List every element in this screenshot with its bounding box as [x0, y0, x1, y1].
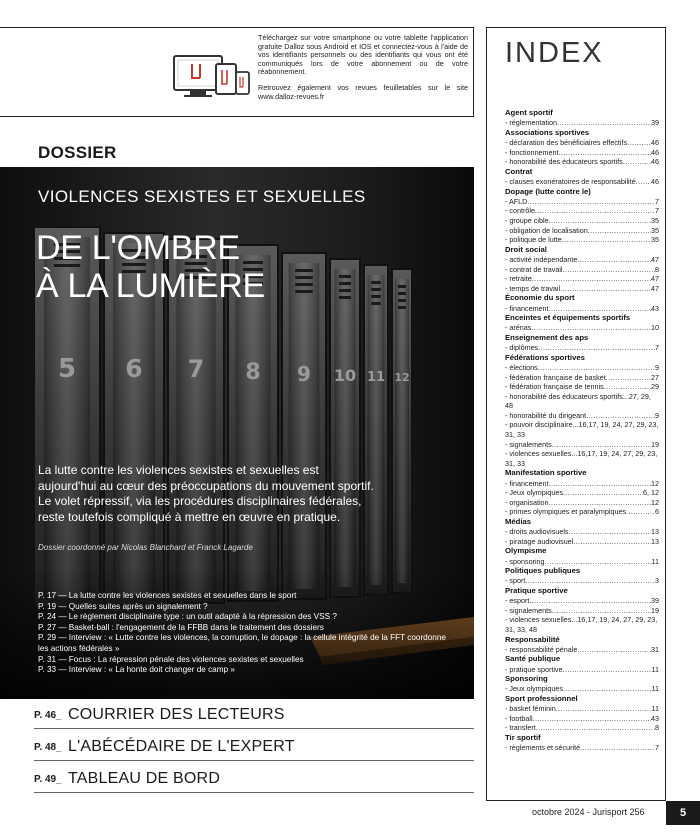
leader-dots — [560, 284, 651, 294]
index-entry-pages: 46 — [651, 176, 659, 186]
index-entry-pages: 3 — [655, 576, 659, 586]
index-entry[interactable] — [505, 284, 659, 294]
index-entry[interactable] — [505, 479, 659, 489]
index-entry-term: - honorabilité des éducateurs sportifs — [505, 157, 623, 167]
leader-dots — [545, 557, 652, 567]
index-entry-term: - AFLD — [505, 196, 528, 206]
locker-number: 9 — [297, 362, 311, 386]
index-entry[interactable] — [505, 235, 659, 245]
index-entry-pages: 7 — [655, 196, 659, 206]
index-entry-pages: 16,17, 19, 24, 27, 29, 23, 31, 33, 48 — [505, 615, 658, 634]
index-entry-term: - arénas — [505, 323, 532, 333]
index-entry-pages: 16,17, 19, 24, 27, 29, 23, 31, 33 — [505, 449, 658, 468]
index-entry-term: - piratage audiovisuel — [505, 536, 574, 546]
index-category: Politiques publiques — [505, 566, 581, 576]
index-entry-pages: 7 — [655, 743, 659, 753]
index-entry[interactable] — [505, 304, 659, 314]
leader-dots: ... — [572, 420, 579, 430]
index-entry[interactable] — [505, 704, 659, 714]
leader-dots: ... — [571, 449, 578, 459]
index-entry-pages: 39 — [651, 118, 659, 128]
index-entry[interactable] — [505, 615, 659, 634]
index-entry-term: - Jeux olympiques — [505, 488, 563, 498]
index-entry-pages: 8 — [655, 264, 659, 274]
dossier-coordinators: Dossier coordonné par Nicolas Blanchard et Franck Lagarde — [38, 543, 253, 552]
leader-dots — [623, 157, 651, 167]
index-entry-term: - violences sexuelles — [505, 449, 572, 459]
index-entry-term: - financement — [505, 478, 549, 488]
index-entry[interactable] — [505, 665, 659, 675]
leader-dots — [627, 138, 651, 148]
index-entry-term: - violences sexuelles — [505, 615, 572, 625]
index-entry-term: - sponsoring — [505, 556, 545, 566]
locker-number: 8 — [245, 360, 261, 385]
page-number: 5 — [666, 801, 700, 825]
index-entry-pages: 27 — [651, 372, 659, 382]
leader-dots — [531, 323, 651, 333]
index-entry[interactable] — [505, 148, 659, 158]
index-entry-term: - droits audiovisuels — [505, 527, 569, 537]
index-entry-pages: 11 — [651, 556, 659, 566]
index-entry[interactable] — [505, 488, 659, 498]
index-entry-pages: 39 — [651, 596, 659, 606]
index-entry-term: - groupe cible — [505, 215, 549, 225]
locker-sheen — [289, 263, 320, 589]
index-entry[interactable] — [505, 323, 659, 333]
index-entry[interactable] — [505, 138, 659, 148]
index-entry-term: - sport — [505, 576, 526, 586]
leader-dots — [538, 363, 655, 373]
app-promo-box — [0, 27, 474, 117]
index-entry-pages: 16,17, 19, 24, 27, 29, 23, 31, 33 — [505, 420, 659, 440]
index-entry-term: - temps de travail — [505, 283, 561, 293]
index-category: Médias — [505, 517, 532, 527]
index-entry-pages: 7 — [655, 343, 659, 353]
index-title: INDEX — [505, 37, 604, 69]
index-entry-term: - honorabilité du dirigeant — [505, 410, 587, 420]
index-entry[interactable] — [505, 274, 659, 284]
section-page: P. 48_ — [34, 742, 62, 753]
index-category: Tir sportif — [505, 732, 541, 742]
index-entry[interactable] — [505, 498, 659, 508]
locker-sheen — [368, 275, 385, 585]
dossier-title-line-2: À LA LUMIÈRE — [36, 267, 265, 305]
toc-item[interactable]: P. 19 — Quelles suites après un signalement ? — [38, 601, 208, 611]
index-entry[interactable] — [505, 645, 659, 655]
index-entry[interactable] — [505, 343, 659, 353]
index-entry[interactable] — [505, 606, 659, 616]
index-category: Droit social — [505, 244, 547, 254]
index-entry-term: - contrat de travail — [505, 264, 563, 274]
index-entry-term: - football — [505, 713, 533, 723]
dossier-title — [36, 229, 436, 305]
promo-paragraph-app: Téléchargez sur votre smartphone ou votre tablette l'application gratuite Dalloz sous Android et IOS et connectez-vous à l'aide de vos identifiants personnels ou des identifiants qui vous ont été communiqués lors de votre abonnement ou de votre réabonnement. — [258, 33, 468, 77]
index-entry-term: - transfert — [505, 723, 536, 733]
index-entry-pages: 7 — [655, 206, 659, 216]
index-entry-term: - esport — [505, 596, 530, 606]
leader-dots — [533, 714, 651, 724]
index-entry-term: - primes olympiques et paralympiques — [505, 507, 627, 517]
index-entry[interactable] — [505, 255, 659, 265]
leader-dots — [604, 382, 651, 392]
leader-dots — [563, 265, 655, 275]
index-entry-term: - élections — [505, 362, 538, 372]
index-entry[interactable] — [505, 206, 659, 216]
toc-item[interactable]: P. 27 — Basket-ball : l'engagement de la FFBB dans le traitement des dossiers — [38, 622, 324, 632]
index-entry[interactable] — [505, 157, 659, 167]
index-category: Associations sportives — [505, 127, 590, 137]
index-entry[interactable] — [505, 420, 659, 439]
leader-dots — [549, 498, 651, 508]
index-category: Agent sportif — [505, 108, 553, 117]
index-entry-pages: 13 — [651, 536, 659, 546]
locker-number: 12 — [394, 371, 410, 384]
leader-dots — [549, 216, 651, 226]
index-entry-term: - signalements — [505, 439, 552, 449]
promo-text — [258, 34, 468, 101]
index-category: Pratique sportive — [505, 586, 568, 596]
index-entry-term: - pouvoir disciplinaire — [505, 420, 573, 430]
section-title: L'ABÉCÉDAIRE DE L'EXPERT — [68, 738, 295, 755]
index-entry[interactable] — [505, 411, 659, 421]
index-entry[interactable] — [505, 723, 659, 733]
locker-number: 11 — [366, 370, 386, 385]
index-entry-term: - clauses exonératoires de responsabilité — [505, 176, 636, 186]
locker-number: 10 — [333, 366, 357, 385]
index-entry[interactable] — [505, 226, 659, 236]
toc-item[interactable]: P. 33 — Interview : « La honte doit changer de camp » — [38, 665, 235, 675]
index-entry-term: - signalements — [505, 605, 552, 615]
dossier-lead: La lutte contre les violences sexistes et sexuelles est aujourd'hui au cœur des préoccupations du mouvement sportif. Le volet répressif, via les procédures disciplinaires fédérales, reste toutefois compliqué à mettre en œuvre en pratique. — [38, 463, 374, 524]
index-entry[interactable] — [505, 449, 659, 468]
index-entry[interactable] — [505, 392, 659, 411]
index-entry-term: - fonctionnement — [505, 147, 559, 157]
leader-dots — [636, 177, 651, 187]
index-entry-pages: 12 — [651, 478, 659, 488]
index-entry-pages: 6, 12 — [643, 488, 659, 498]
index-entry-pages: 27, 29, 48 — [505, 391, 651, 411]
index-entry[interactable] — [505, 118, 659, 128]
locker-vent — [398, 306, 406, 309]
index-entry-pages: 46 — [651, 147, 659, 157]
index-category: Enceintes et équipements sportifs — [505, 313, 631, 323]
index-entry-pages: 29 — [651, 382, 659, 392]
index-category: Contrat — [505, 166, 533, 176]
leader-dots — [577, 645, 651, 655]
leader-dots: ... — [622, 391, 629, 401]
leader-dots — [573, 537, 651, 547]
index-category: Manifestation sportive — [505, 468, 587, 478]
index-entry[interactable] — [505, 265, 659, 275]
toc-item[interactable]: P. 31 — Focus : La répression pénale des violences sexistes et sexuelles — [38, 654, 304, 664]
index-category: Responsabilité — [505, 634, 560, 644]
section-courrier-des-lecteurs[interactable] — [34, 705, 474, 729]
dossier-label: DOSSIER — [38, 143, 117, 162]
leader-dots — [563, 488, 643, 498]
index-entry-pages: 46 — [651, 138, 659, 147]
leader-dots — [562, 235, 651, 245]
locker-sheen — [236, 255, 271, 591]
index-entry-pages: 9 — [655, 362, 659, 372]
index-entry-pages: 12 — [651, 497, 659, 507]
index-entry[interactable] — [505, 216, 659, 226]
index-entry-pages: 11 — [651, 684, 659, 694]
index-entry-term: - activité indépendante — [505, 254, 578, 264]
leader-dots — [588, 226, 651, 236]
index-entry-term: - Jeux olympiques — [505, 684, 563, 694]
index-category: Fédérations sportives — [505, 352, 585, 362]
index-entry-pages: 35 — [651, 235, 659, 245]
dossier-title-line-1: DE L'OMBRE — [36, 229, 240, 267]
locker-number: 6 — [125, 354, 143, 383]
index-entry-term: - retraite — [505, 274, 532, 284]
section-tableau-de-bord[interactable] — [34, 769, 474, 793]
leader-dots — [532, 274, 651, 284]
index-entry-pages: 13 — [651, 527, 659, 537]
index-entry[interactable] — [505, 382, 659, 392]
index-category: Sport professionnel — [505, 693, 578, 703]
leader-dots — [580, 743, 655, 753]
index-entry[interactable] — [505, 557, 659, 567]
index-entry-term: - fédération française de tennis — [505, 382, 604, 392]
index-entry-pages: 19 — [651, 605, 659, 615]
leader-dots — [626, 507, 655, 517]
index-entry-pages: 43 — [651, 713, 659, 723]
index-entry[interactable] — [505, 714, 659, 724]
issue-info: octobre 2024 - Jurisport 256 — [532, 807, 645, 817]
leader-dots — [536, 723, 655, 733]
index-entry-pages: 47 — [651, 274, 659, 284]
index-entry-pages: 11 — [651, 704, 659, 714]
devices-illustration-icon — [172, 50, 252, 108]
index-category: Enseignement des aps — [505, 332, 589, 342]
index-entry-pages: 47 — [651, 254, 659, 264]
locker-number: 7 — [187, 355, 205, 383]
dossier-hero — [0, 167, 474, 699]
index-entry-term: - responsabilité pénale — [505, 644, 578, 654]
section-page: P. 49_ — [34, 774, 62, 785]
index-entry[interactable] — [505, 537, 659, 547]
index-entry[interactable] — [505, 684, 659, 694]
leader-dots — [535, 206, 655, 216]
locker-sheen — [335, 269, 356, 587]
index-category: Dopage (lutte contre le) — [505, 186, 591, 196]
section-title: COURRIER DES LECTEURS — [68, 706, 285, 723]
leader-dots — [557, 118, 651, 128]
index-panel — [486, 27, 666, 801]
index-entry-term: - basket féminin — [505, 704, 556, 714]
index-entry-pages: 31 — [651, 644, 659, 654]
leader-dots — [552, 606, 651, 616]
index-entry[interactable] — [505, 373, 659, 383]
index-entry-pages: 35 — [651, 225, 659, 235]
toc-item[interactable]: P. 17 — La lutte contre les violences sexistes et sexuelles dans le sport — [38, 591, 297, 600]
leader-dots — [563, 665, 652, 675]
index-entry[interactable] — [505, 177, 659, 187]
section-page: P. 46_ — [34, 710, 62, 721]
leader-dots — [569, 527, 651, 537]
index-entry[interactable] — [505, 197, 659, 207]
leader-dots — [529, 596, 651, 606]
index-category: Sponsoring — [505, 674, 548, 684]
leader-dots — [586, 411, 655, 421]
leader-dots — [538, 343, 655, 353]
section-title: TABLEAU DE BORD — [68, 770, 221, 787]
index-category: Santé publique — [505, 654, 561, 664]
leader-dots — [549, 304, 651, 314]
leader-dots — [559, 148, 651, 158]
index-entry-term: - déclaration des bénéficiaires effectifs — [505, 138, 628, 147]
leader-dots — [577, 255, 651, 265]
index-category: Olympisme — [505, 546, 547, 556]
index-entry-term: - réglementation — [505, 118, 557, 128]
toc-item[interactable]: P. 29 — Interview : « Lutte contre les violences, la corruption, le dopage : la cellule intégrité de la FFT coordonne les actions fédérales » — [38, 633, 446, 653]
index-category: Économie du sport — [505, 293, 575, 303]
leader-dots: ... — [571, 615, 578, 625]
toc-item[interactable]: P. 24 — Le règlement disciplinaire type : un outil adapté à la répression des VSS ? — [38, 612, 337, 622]
index-entry-term: - fédération française de basket — [505, 372, 606, 382]
dossier-kicker: VIOLENCES SEXISTES ET SEXUELLES — [38, 187, 366, 206]
leader-dots — [549, 479, 651, 489]
index-entry-term: - obligation de localisation — [505, 225, 588, 235]
promo-paragraph-site: Retrouvez également vos revues feuilletables sur le site www.dalloz-revues.fr — [258, 82, 468, 101]
dossier-toc — [38, 591, 458, 676]
index-entry-pages: 6 — [655, 507, 659, 517]
section-abecedaire[interactable] — [34, 737, 474, 761]
index-entry-term: - règlements et sécurité — [505, 743, 581, 753]
leader-dots — [556, 704, 652, 714]
index-entry[interactable] — [505, 363, 659, 373]
index-entry-pages: 46 — [651, 157, 659, 167]
leader-dots — [552, 440, 651, 450]
index-entry-pages: 10 — [651, 323, 659, 333]
index-entry[interactable] — [505, 596, 659, 606]
index-entry-pages: 43 — [651, 303, 659, 313]
index-entry-term: - financement — [505, 303, 549, 313]
index-entry-term: - diplômes — [505, 343, 539, 353]
locker-sheen — [395, 279, 409, 583]
index-entry-term: - contrôle — [505, 206, 535, 216]
index-entry-pages: 9 — [655, 410, 659, 420]
index-entry-term: - honorabilité des éducateurs sportifs — [505, 391, 623, 401]
index-entry-term: - pratique sportive — [505, 664, 563, 674]
index-entry-term: - organisation — [505, 497, 549, 507]
locker-number: 5 — [57, 354, 77, 384]
leader-dots — [606, 373, 651, 383]
index-entry[interactable] — [505, 440, 659, 450]
index-entry-term: - politique de lutte — [505, 235, 562, 245]
index-entry-pages: 35 — [651, 215, 659, 225]
index-entry[interactable] — [505, 576, 659, 586]
index-entry-pages: 47 — [651, 283, 659, 293]
index-entry-pages: 8 — [655, 723, 659, 733]
index-entry-pages: 11 — [651, 664, 659, 674]
index-list — [505, 108, 659, 753]
index-entry[interactable] — [505, 507, 659, 517]
index-entry-pages: 19 — [651, 439, 659, 449]
leader-dots — [527, 197, 655, 207]
leader-dots — [525, 576, 655, 586]
leader-dots — [563, 684, 652, 694]
index-entry[interactable] — [505, 743, 659, 753]
index-entry[interactable] — [505, 527, 659, 537]
